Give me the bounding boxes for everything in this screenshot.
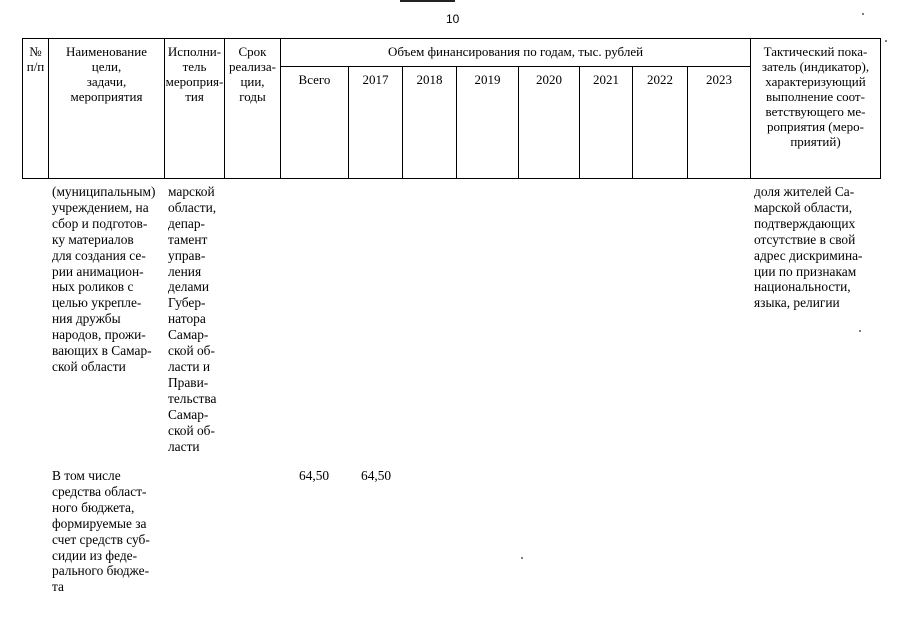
page-number: 10 — [446, 12, 460, 26]
header-year: 2018 — [416, 72, 443, 87]
scan-speck — [859, 330, 861, 332]
header-top-border — [22, 38, 881, 39]
scan-speck — [862, 13, 864, 15]
col-border — [280, 39, 281, 178]
header-year: 2019 — [474, 72, 501, 87]
top-rule — [400, 0, 455, 2]
header-total: Всего — [298, 72, 331, 87]
header-year: 2021 — [593, 72, 619, 87]
scan-speck — [885, 40, 887, 42]
col-border — [880, 39, 881, 178]
scan-speck — [521, 557, 523, 559]
header-name: Наименование цели, задачи, мероприятия — [66, 44, 147, 104]
row-2017: 64,50 — [361, 468, 392, 483]
header-term: Срок реализа- ции, годы — [229, 44, 276, 104]
row-name: В том числе средства област- ного бюджета, формируемые за счет средств суб- сидии из феде- рального бюдже- та — [52, 468, 150, 595]
row-total: 64,50 — [299, 468, 330, 483]
row-indicator: доля жителей Са- марской области, подтверждающих отсутствие в свой адрес дискримина- ции по признакам национальности, языка, религии — [754, 184, 863, 311]
header-bottom-border — [22, 178, 881, 179]
row-name: (муниципальным) учреждением, на сбор и подготов- ку материалов для создания се- рии анимацион- ных роликов с целью укрепле- ния дружбы народов, прожи- вающих в Самар- ской области — [52, 184, 156, 374]
header-executor: Исполни- тель мероприя- тия — [165, 44, 224, 104]
header-indicator: Тактический пока- затель (индикатор), характеризующий выполнение соот- ветствующего ме- роприятия (меро- приятий) — [761, 44, 870, 149]
funding-subheader-border — [280, 66, 750, 67]
header-funding: Объем финансирования по годам, тыс. рублей — [387, 44, 644, 59]
header-number: № п/п — [26, 44, 45, 74]
header-year: 2020 — [536, 72, 562, 87]
header-year: 2022 — [647, 72, 673, 87]
header-year: 2017 — [362, 72, 389, 87]
row-executor: марской области, депар- тамент управ- ления делами Губер- натора Самар- ской об- ласти и Прави- тельства Самар- ской об- ласти — [168, 184, 217, 454]
header-year: 2023 — [706, 72, 732, 87]
